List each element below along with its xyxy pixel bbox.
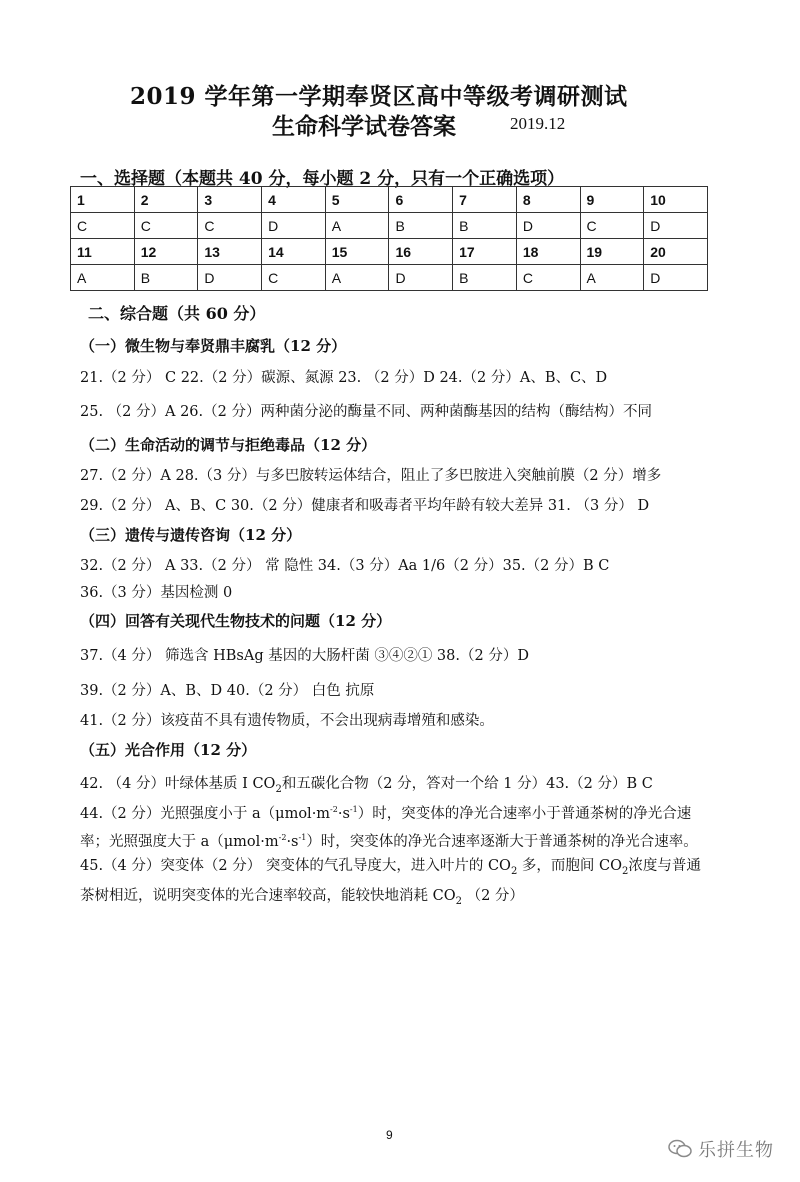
superscript: -2 <box>330 805 338 814</box>
answer-line: 29.（2 分） A、B、C 30.（2 分）健康者和吸毒者平均年龄有较大差异 31. （3 分） D <box>80 498 650 514</box>
answer-cell: D <box>516 213 580 239</box>
superscript: -2 <box>278 832 287 842</box>
answer-cell: D <box>389 265 453 291</box>
page-subtitle: 生命科学试卷答案 <box>272 113 456 140</box>
text-segment: ·s <box>286 833 299 850</box>
wechat-bubble-icon <box>668 1139 692 1159</box>
title-date: 2019.12 <box>510 114 566 133</box>
answer-cell: C <box>580 213 644 239</box>
part3-heading: （三）遗传与遗传咨询（12 分） <box>80 526 302 544</box>
answer-cell: D <box>198 265 262 291</box>
answer-cell: A <box>325 265 389 291</box>
answer-line: 21.（2 分） C 22.（2 分）碳源、氮源 23. （2 分）D 24.（2 分）A、B、C、D <box>80 370 608 386</box>
watermark-text: 乐拼生物 <box>698 1140 774 1161</box>
superscript: -1 <box>298 832 307 842</box>
question-number-row <box>71 239 708 265</box>
superscript: -1 <box>349 805 358 814</box>
text-segment: 多，而胞间 CO <box>517 857 623 874</box>
question-number-cell: 11 <box>71 239 135 265</box>
answer-cell: B <box>134 265 198 291</box>
answer-line: 25. （2 分）A 26.（2 分）两种菌分泌的酶量不同、两种菌酶基因的结构（酶结构）不同 <box>80 404 652 420</box>
question-number-cell: 16 <box>389 239 453 265</box>
answer-line: 39.（2 分）A、B、D 40.（2 分） 白色 抗原 <box>80 683 375 699</box>
answer-line: 41.（2 分）该疫苗不具有遗传物质，不会出现病毒增殖和感染。 <box>80 713 494 729</box>
question-number-cell: 5 <box>325 187 389 213</box>
question-number-cell: 6 <box>389 187 453 213</box>
question-number-cell: 13 <box>198 239 262 265</box>
text-segment: 和五碳化合物（2 分，答对一个给 1 分）43.（2 分）B C <box>281 776 653 792</box>
text-segment: 44.（2 分）光照强度小于 a（μmol·m <box>80 805 331 822</box>
text-segment: ）时，突变体的净光合速率小于普通茶树的净光合速率；光照强度大于 a（μmol·m <box>80 805 692 850</box>
question-number-cell: 9 <box>580 187 644 213</box>
answer-line: 32.（2 分） A 33.（2 分） 常 隐性 34.（3 分）Aa 1/6（2 分）35.（2 分）B C <box>80 558 610 574</box>
subscript: 2 <box>455 895 462 907</box>
question-number-cell: 18 <box>516 239 580 265</box>
question-number-row <box>71 187 708 213</box>
text-segment: 42. （4 分）叶绿体基质 Ⅰ CO <box>80 776 276 792</box>
answer-cell: C <box>516 265 580 291</box>
answer-cell: C <box>134 213 198 239</box>
answer-cell: A <box>325 213 389 239</box>
question-number-cell: 12 <box>134 239 198 265</box>
text-segment: （2 分） <box>461 887 524 904</box>
answer-cell: C <box>198 213 262 239</box>
answer-cell: B <box>453 213 517 239</box>
answer-cell: C <box>71 213 135 239</box>
question-number-cell: 3 <box>198 187 262 213</box>
answer-cell: A <box>580 265 644 291</box>
answer-cell: B <box>389 213 453 239</box>
answer-cell: B <box>453 265 517 291</box>
multiple-choice-answer-table <box>70 186 708 291</box>
question-number-cell: 7 <box>453 187 517 213</box>
part2-heading: （二）生命活动的调节与拒绝毒品（12 分） <box>80 436 377 454</box>
answer-cell: A <box>71 265 135 291</box>
question-number-cell: 14 <box>262 239 326 265</box>
watermark <box>668 1136 774 1162</box>
page-title: 2019 学年第一学期奉贤区高中等级考调研测试 <box>130 83 628 110</box>
question-number-cell: 1 <box>71 187 135 213</box>
subscript: 2 <box>622 865 629 877</box>
answer-line: 36.（3 分）基因检测 0 <box>80 585 233 601</box>
answer-line-42 <box>80 772 653 795</box>
text-segment: 浓度与普通茶树相近，说明突变体的光合速率较高，能较快地消耗 CO <box>80 857 701 904</box>
answer-line: 27.（2 分）A 28.（3 分）与多巴胺转运体结合，阻止了多巴胺进入突触前膜（2 分）增多 <box>80 468 662 484</box>
question-number-cell: 20 <box>644 239 708 265</box>
answer-cell: D <box>644 265 708 291</box>
part5-heading: （五）光合作用（12 分） <box>80 741 257 759</box>
answer-cell: D <box>644 213 708 239</box>
question-number-cell: 10 <box>644 187 708 213</box>
part4-heading: （四）回答有关现代生物技术的问题（12 分） <box>80 612 392 630</box>
answer-paragraph-44-45 <box>80 798 710 913</box>
text-segment: ·s <box>337 805 350 822</box>
answer-line: 37.（4 分） 筛选含 HBsAg 基因的大肠杆菌 ③④②① 38.（2 分）D <box>80 648 529 664</box>
part1-heading: （一）微生物与奉贤鼎丰腐乳（12 分） <box>80 337 347 355</box>
question-number-cell: 17 <box>453 239 517 265</box>
answer-row <box>71 265 708 291</box>
question-number-cell: 15 <box>325 239 389 265</box>
answer-cell: D <box>262 213 326 239</box>
question-number-cell: 4 <box>262 187 326 213</box>
question-number-cell: 2 <box>134 187 198 213</box>
text-segment: ）时，突变体的净光合速率逐渐大于普通茶树的净光合速率。 45.（4 分）突变体（2 分） 突变体的气孔导度大，进入叶片的 CO <box>80 833 698 874</box>
question-number-cell: 19 <box>580 239 644 265</box>
question-number-cell: 8 <box>516 187 580 213</box>
answer-row <box>71 213 708 239</box>
subscript: 2 <box>275 783 282 795</box>
section2-heading: 二、综合题（共 60 分） <box>88 304 266 323</box>
subscript: 2 <box>510 865 518 877</box>
page-number: 9 <box>386 1128 393 1142</box>
section1-heading: 一、选择题（本题共 40 分，每小题 2 分，只有一个正确选项） <box>80 169 565 189</box>
answer-cell: C <box>262 265 326 291</box>
